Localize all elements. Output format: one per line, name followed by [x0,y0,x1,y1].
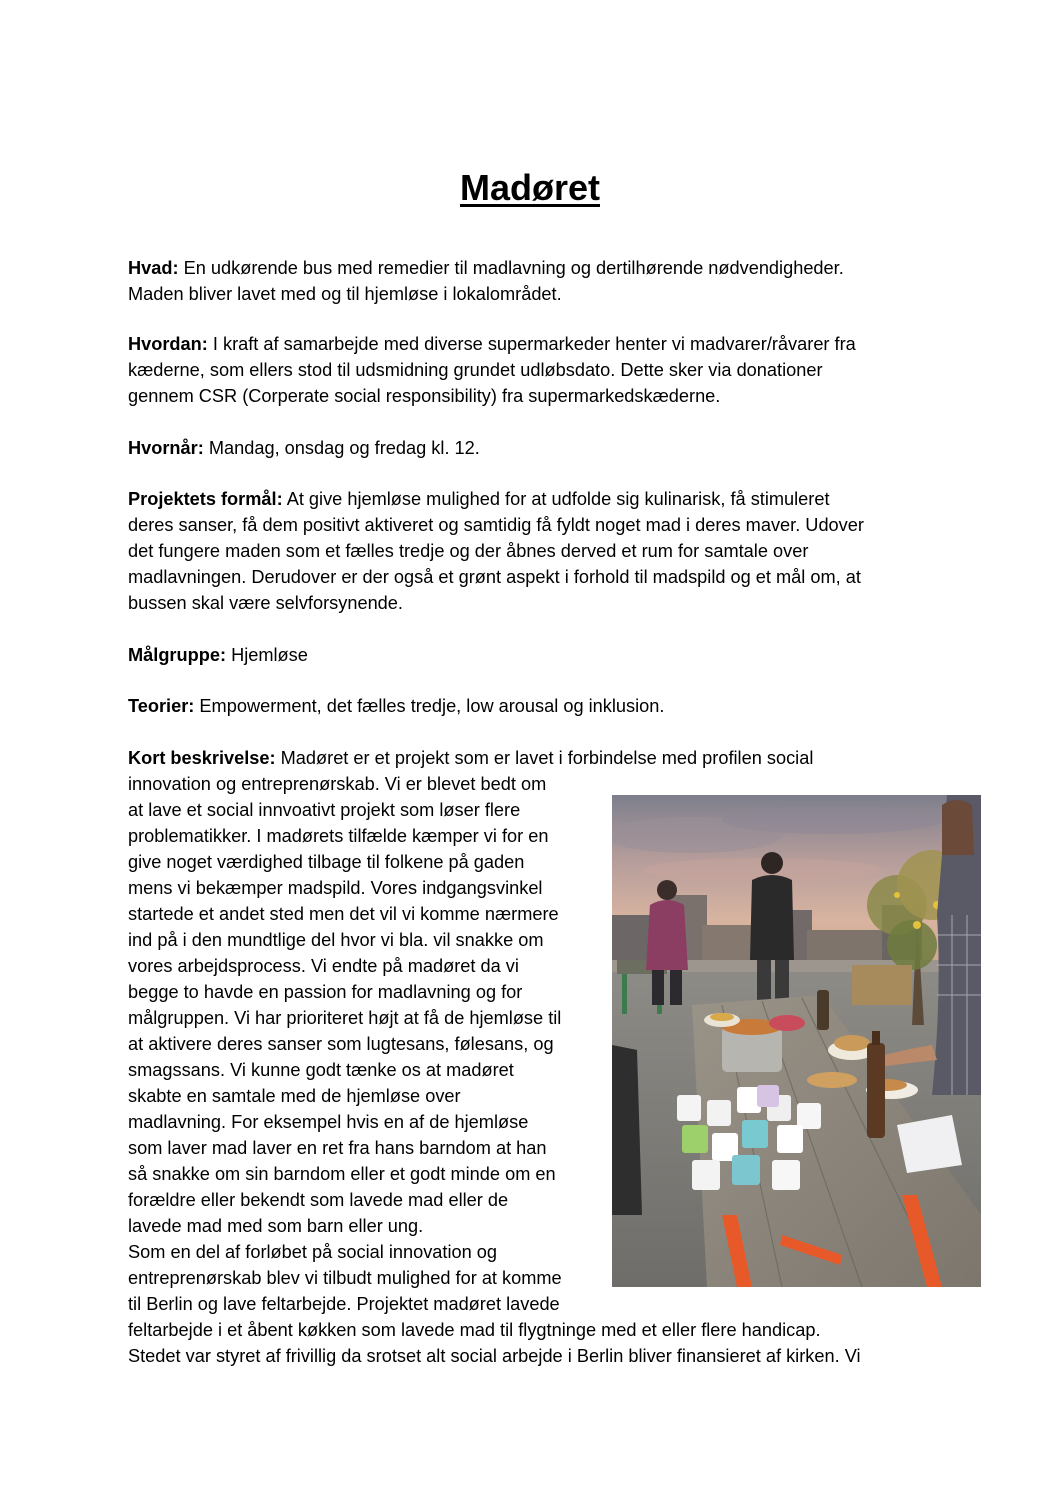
line: forældre eller bekendt som lavede mad eller de [128,1190,509,1210]
line: at lave et social innvoativt projekt som løser flere [128,800,521,820]
line: mens vi bekæmper madspild. Vores indgangsvinkel [128,878,543,898]
line: ind på i den mundtlige del hvor vi bla. vil snakke om [128,930,544,950]
line: entreprenørskab blev vi tilbudt mulighed for at komme [128,1268,562,1288]
line: Maden bliver lavet med og til hjemløse i lokalområdet. [128,284,562,304]
page-title: Madøret [459,167,600,208]
section-hvornaar [128,435,928,461]
section-label: Hvornår: [128,438,204,458]
line: lavede mad med som barn eller ung. [128,1216,424,1236]
section-label: Hvordan: [128,334,208,354]
line [128,331,928,357]
line: smagssans. Vi kunne godt tænke os at madøret [128,1060,514,1080]
line: Som en del af forløbet på social innovation og [128,1242,498,1262]
section-label: Kort beskrivelse: [128,748,276,768]
section-text: Empowerment, det fælles tredje, low arousal og inklusion. [194,696,665,716]
line: Stedet var styret af frivillig da srotset alt social arbejde i Berlin bliver finansieret af kirken. Vi [128,1346,861,1366]
line [128,255,928,281]
line: startede et andet sted men det vil vi komme nærmere [128,904,559,924]
section-teorier [128,693,928,719]
section-formaal [128,486,928,616]
line: problematikker. I madørets tilfælde kæmper vi for en [128,826,549,846]
section-label: Målgruppe: [128,645,227,665]
line [128,435,928,461]
line: kæderne, som ellers stod til udsmidning grundet udløbsdato. Dette sker via donationer [128,360,823,380]
section-text: En udkørende bus med remedier til madlavning og dertilhørende nødvendigheder. [178,258,844,278]
line: feltarbejde i et åbent køkken som lavede mad til flygtninge med et eller flere handicap. [128,1320,821,1340]
line [128,486,928,512]
rooftop-dinner-photo [612,795,981,1287]
section-label: Projektets formål: [128,489,283,509]
section-label: Teorier: [128,696,195,716]
line: det fungere maden som et fælles tredje og der åbnes derved et rum for samtale over [128,541,809,561]
line [128,693,928,719]
line [128,745,928,771]
line: gennem CSR (Corperate social responsibility) fra supermarkedskæderne. [128,386,721,406]
section-hvordan [128,331,928,409]
line: begge to havde en passion for madlavning og for [128,982,523,1002]
section-maalgruppe [128,642,928,668]
section-label: Hvad: [128,258,179,278]
line: give noget værdighed tilbage til folkene på gaden [128,852,525,872]
line: målgruppen. Vi har prioriteret højt at få de hjemløse til [128,1008,562,1028]
section-hvad [128,255,928,307]
line: til Berlin og lave feltarbejde. Projektet madøret lavede [128,1294,560,1314]
section-text: At give hjemløse mulighed for at udfolde sig kulinarisk, få stimuleret [282,489,830,509]
line: bussen skal være selvforsynende. [128,593,403,613]
section-text: Hjemløse [226,645,308,665]
section-text: I kraft af samarbejde med diverse supermarkeder henter vi madvarer/råvarer fra [207,334,856,354]
line: at aktivere deres sanser som lugtesans, følesans, og [128,1034,554,1054]
line: skabte en samtale med de hjemløse over [128,1086,461,1106]
section-text: Madøret er et projekt som er lavet i forbindelse med profilen social [275,748,814,768]
section-text: Mandag, onsdag og fredag kl. 12. [203,438,480,458]
line: som laver mad laver en ret fra hans barndom at han [128,1138,547,1158]
line: madlavningen. Derudover er der også et grønt aspekt i forhold til madspild og et mål om, at [128,567,861,587]
line: vores arbejdsprocess. Vi endte på madøret da vi [128,956,519,976]
line: deres sanser, få dem positivt aktiveret og samtidig få fyldt noget mad i deres maver. Udover [128,515,864,535]
line: innovation og entreprenørskab. Vi er blevet bedt om [128,774,547,794]
line: så snakke om sin barndom eller et godt minde om en [128,1164,556,1184]
photo-illustration [612,795,981,1287]
line: madlavning. For eksempel hvis en af de hjemløse [128,1112,529,1132]
line [128,642,928,668]
